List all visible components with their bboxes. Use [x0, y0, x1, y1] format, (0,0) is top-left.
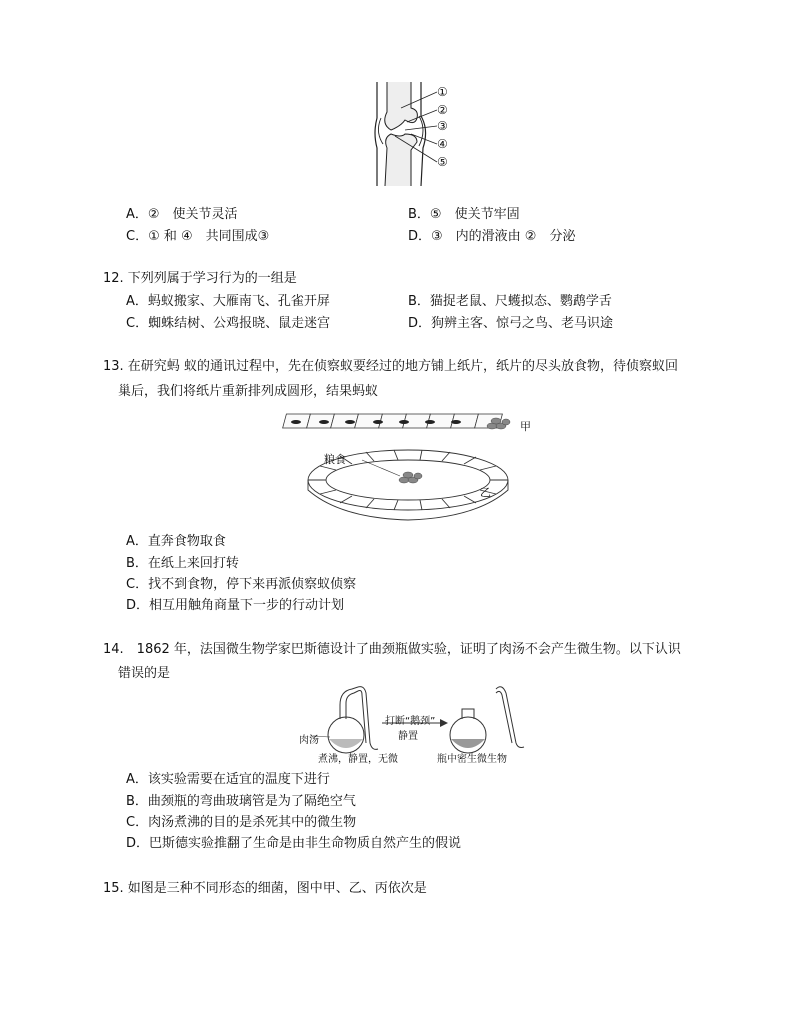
q14-stem-line2: 错误的是 [118, 666, 171, 681]
knee-label-1: ① [437, 85, 448, 99]
q14-option-d[interactable]: D．巴斯德实验推翻了生命是由非生命物质自然产生的假说 [126, 836, 462, 851]
q13-stem-line2: 巢后，我们将纸片重新排列成圆形，结果蚂蚁 [118, 384, 379, 399]
label-yi: 乙 [480, 486, 491, 499]
ant-paper-figure [280, 408, 540, 528]
q12-option-b[interactable]: B．猫捉老鼠、尺蠖拟态、鹦鹉学舌 [408, 294, 612, 309]
q13-stem-line1: 13. 在研究蚂 蚁的通讯过程中，先在侦察蚁要经过的地方铺上纸片，纸片的尽头放食物，待侦察蚁回 [103, 359, 678, 374]
label-arrow-bottom: 静置 [398, 731, 418, 742]
q12-option-a[interactable]: A．蚂蚁搬家、大雁南飞、孔雀开屏 [126, 294, 330, 309]
q14-option-a[interactable]: A．该实验需要在适宜的温度下进行 [126, 772, 330, 787]
q11-option-c[interactable]: C．① 和 ④ 共同围成③ [126, 229, 270, 244]
q12-stem: 12. 下列列属于学习行为的一组是 [103, 271, 297, 286]
q13-option-a[interactable]: A．直奔食物取食 [126, 534, 226, 549]
food-pile-center [399, 472, 422, 483]
q12-option-d[interactable]: D．狗辨主客、惊弓之鸟、老马识途 [408, 316, 614, 331]
q14-stem-line1: 14. 1862 年，法国微生物学家巴斯德设计了曲颈瓶做实验，证明了肉汤不会产生微生物。以下认识 [103, 642, 681, 657]
knee-label-3: ③ [437, 119, 448, 133]
q13-option-d[interactable]: D．相互用触角商量下一步的行动计划 [126, 598, 345, 613]
label-food: 粮食 [324, 453, 346, 466]
label-broth: 肉汤 [299, 735, 319, 746]
q12-option-c[interactable]: C．蜘蛛结树、公鸡报晓、鼠走迷宫 [126, 316, 331, 331]
q14-option-b[interactable]: B．曲颈瓶的弯曲玻璃管是为了隔绝空气 [126, 794, 356, 809]
knee-label-2: ② [437, 103, 448, 117]
q11-option-a[interactable]: A．② 使关节灵活 [126, 207, 238, 222]
q14-option-c[interactable]: C．肉汤煮沸的目的是杀死其中的微生物 [126, 815, 357, 830]
label-arrow-top: 打断“鹅颈” [385, 716, 436, 727]
paper-strip-straight [283, 414, 503, 428]
q13-option-c[interactable]: C．找不到食物，停下来再派侦察蚁侦察 [126, 577, 357, 592]
label-boil: 煮沸，静置，无微 [318, 754, 398, 765]
label-result: 瓶中密生微生物 [437, 754, 507, 765]
q15-stem: 15. 如图是三种不同形态的细菌，图中甲、乙、丙依次是 [103, 881, 427, 896]
q11-option-b[interactable]: B．⑤ 使关节牢固 [408, 207, 520, 222]
q11-option-d[interactable]: D．③ 内的滑液由 ② 分泌 [408, 229, 576, 244]
knee-label-5: ⑤ [437, 155, 448, 169]
label-jia: 甲 [520, 420, 531, 433]
q13-option-b[interactable]: B．在纸上来回打转 [126, 556, 239, 571]
knee-joint-figure [365, 78, 465, 188]
knee-label-4: ④ [437, 137, 448, 151]
